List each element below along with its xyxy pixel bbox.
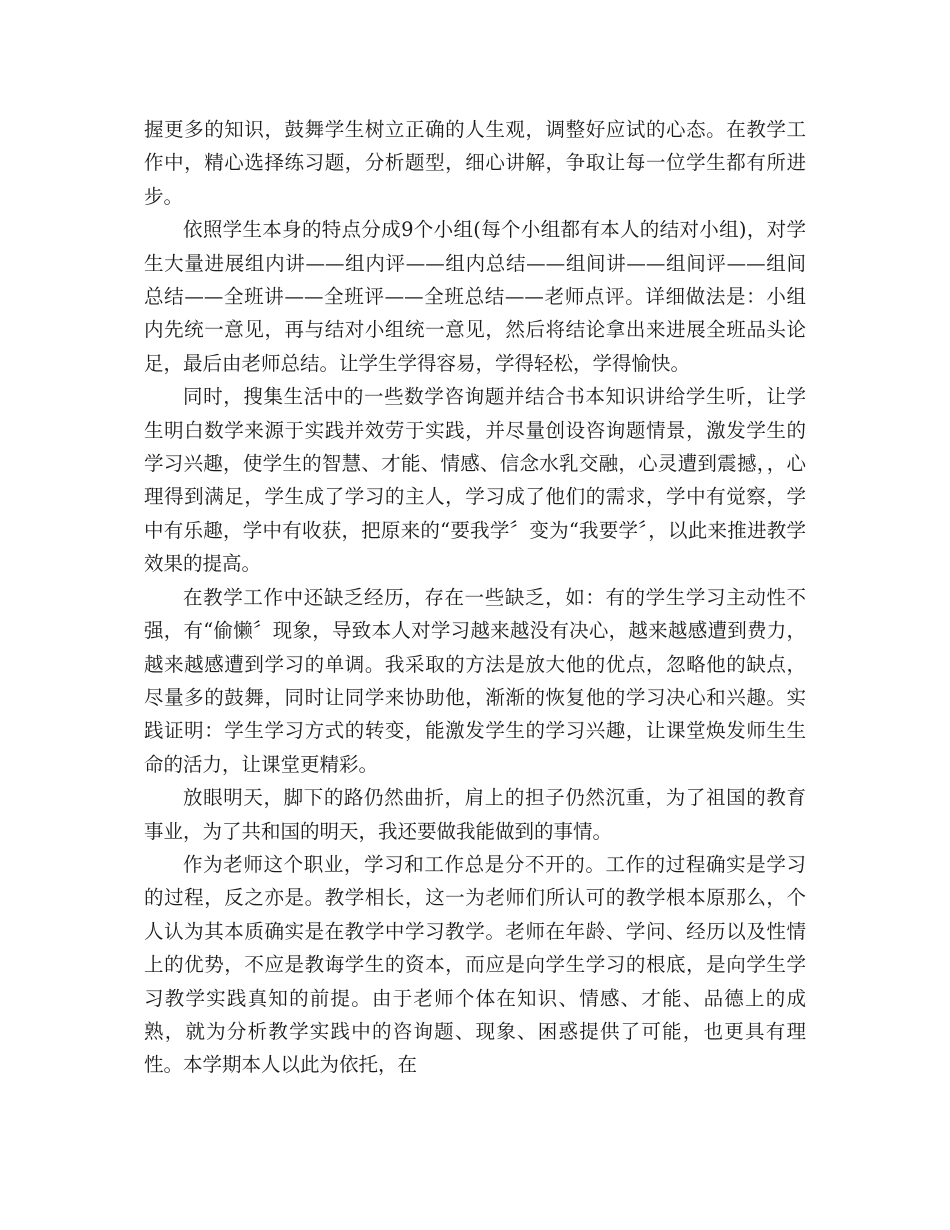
- paragraph-1: 握更多的知识，鼓舞学生树立正确的人生观，调整好应试的心态。在教学工作中，精心选择练习题，分析题型，细心讲解，争取让每一位学生都有所进步。: [144, 118, 806, 208]
- document-body: [144, 113, 806, 1082]
- paragraph-2: 依照学生本身的特点分成9个小组(每个小组都有本人的结对小组)，对学生大量进展组内讲——组内评——组内总结——组间讲——组间评——组间总结——全班讲——全班评——全班总结——老师点评。详细做法是：小组内先统一意见，再与结对小组统一意见，然后将结论拿出来进展全班品头论足，最后由老师总结。让学生学得容易，学得轻松，学得愉快。: [144, 218, 806, 375]
- paragraph-4: 在教学工作中还缺乏经历，存在一些缺乏，如：有的学生学习主动性不强，有“偷懒〞现象，导致本人对学习越来越没有决心，越来越感遭到费力，越来越感遭到学习的单调。我采取的方法是放大他的优点，忽略他的缺点，尽量多的鼓舞，同时让同学来协助他，渐渐的恢复他的学习决心和兴趣。实践证明：学生学习方式的转变，能激发学生的学习兴趣，让课堂焕发师生生命的活力，让课堂更精彩。: [144, 585, 806, 776]
- paragraph-6: 作为老师这个职业，学习和工作总是分不开的。工作的过程确实是学习的过程，反之亦是。教学相长，这一为老师们所认可的教学根本原那么，个人认为其本质确实是在教学中学习教学。老师在年龄、学问、经历以及性情上的优势，不应是教诲学生的资本，而应是向学生学习的根底，是向学生学习教学实践真知的前提。由于老师个体在知识、情感、才能、品德上的成熟，就为分析教学实践中的咨询题、现象、困惑提供了可能，也更具有理性。本学期本人以此为依托，在: [144, 852, 806, 1077]
- paragraph-5: 放眼明天，脚下的路仍然曲折，肩上的担子仍然沉重，为了祖国的教育事业，为了共和国的明天，我还要做我能做到的事情。: [144, 786, 806, 843]
- paragraph-3: 同时，搜集生活中的一些数学咨询题并结合书本知识讲给学生听，让学生明白数学来源于实践并效劳于实践，并尽量创设咨询题情景，激发学生的学习兴趣，使学生的智慧、才能、情感、信念水乳交融，心灵遭到震撼，，心理得到满足，学生成了学习的主人，学习成了他们的需求，学中有觉察，学中有乐趣，学中有收获，把原来的“要我学〞变为“我要学〞，以此来推进教学效果的提高。: [144, 385, 806, 576]
